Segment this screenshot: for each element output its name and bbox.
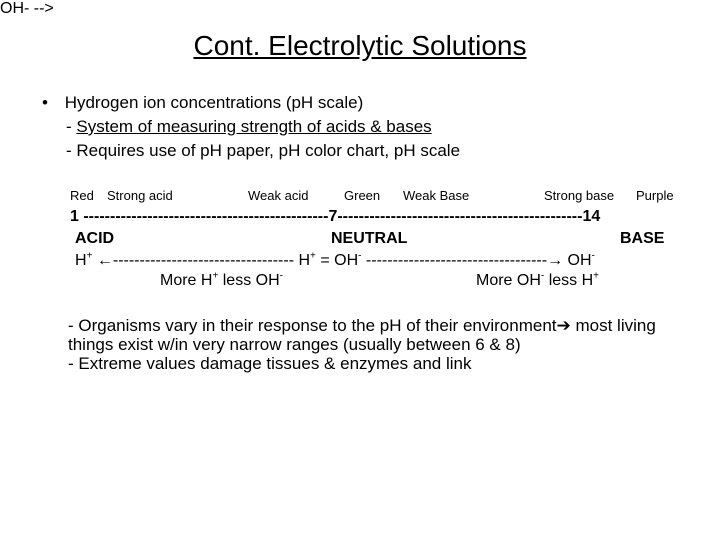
ion-dashes-left: ---------------------------------- bbox=[112, 252, 295, 269]
sub-item-2: - Requires use of pH paper, pH color chart, pH scale bbox=[66, 141, 461, 160]
ion-h: H bbox=[75, 252, 87, 269]
ph-scale-line bbox=[70, 208, 670, 226]
more-oh-minus: - bbox=[540, 270, 545, 282]
page-title: Cont. Electrolytic Solutions bbox=[193, 30, 527, 61]
bullet-text: Hydrogen ion concentrations (pH scale) bbox=[64, 93, 364, 112]
label-base: BASE bbox=[620, 230, 665, 247]
note-organisms bbox=[68, 316, 688, 354]
label-acid: ACID bbox=[75, 230, 115, 247]
more-h-label bbox=[160, 272, 283, 290]
ion-dashes-right: ---------------------------------- bbox=[365, 252, 548, 269]
ph-scale-mid: 7 bbox=[328, 208, 338, 225]
ion-row bbox=[75, 252, 675, 270]
ph-scale-right: ----------------------------------------------14 bbox=[337, 208, 601, 225]
bullet-item bbox=[42, 93, 363, 113]
note-extreme-values: - Extreme values damage tissues & enzymes and link bbox=[68, 354, 472, 373]
label-green: Green bbox=[344, 188, 381, 203]
ion-oh-end: OH bbox=[567, 252, 592, 269]
sub-item-1 bbox=[66, 117, 432, 137]
less-h-plus: + bbox=[593, 270, 599, 282]
less-oh-text: less OH bbox=[222, 272, 280, 289]
label-purple: Purple bbox=[636, 188, 674, 203]
sub-item-1-text: System of measuring strength of acids & bases bbox=[76, 117, 432, 136]
label-weak-base: Weak Base bbox=[403, 188, 470, 203]
ph-scale-left: 1 ---------------------------------------------- bbox=[70, 208, 329, 225]
ion-eq-oh: = OH bbox=[320, 252, 359, 269]
more-h-text: More H bbox=[160, 272, 213, 289]
notes-paragraph bbox=[68, 316, 688, 373]
more-h-plus: + bbox=[212, 270, 219, 282]
ion-oh-end-minus: - bbox=[591, 252, 595, 262]
ion-oh-minus: - bbox=[358, 252, 362, 262]
left-arrow-icon: ← bbox=[96, 252, 113, 269]
less-oh-minus: - bbox=[279, 270, 283, 282]
more-oh-label bbox=[476, 272, 599, 290]
right-arrow-icon: ➔ bbox=[556, 316, 571, 335]
label-strong-acid: Strong acid bbox=[107, 188, 173, 203]
label-neutral: NEUTRAL bbox=[331, 230, 408, 247]
ion-h-neutral-plus: + bbox=[310, 252, 316, 262]
ion-h-plus: + bbox=[86, 252, 93, 262]
ion-h-neutral: H bbox=[298, 252, 311, 269]
right-arrow-icon: → bbox=[547, 252, 564, 269]
note-organisms-text: - Organisms vary in their response to the pH of their environment bbox=[68, 316, 557, 335]
less-h-text: less H bbox=[548, 272, 594, 289]
label-red: Red bbox=[70, 188, 94, 203]
note-organisms-cont: most living things exist w/in very narrow ranges (usually between 6 & 8) bbox=[68, 316, 656, 354]
sub-item-1-prefix: - bbox=[66, 117, 77, 136]
bullet-marker: • bbox=[42, 93, 48, 112]
more-oh-text: More OH bbox=[476, 272, 541, 289]
label-weak-acid: Weak acid bbox=[248, 188, 309, 203]
label-strong-base: Strong base bbox=[544, 188, 615, 203]
